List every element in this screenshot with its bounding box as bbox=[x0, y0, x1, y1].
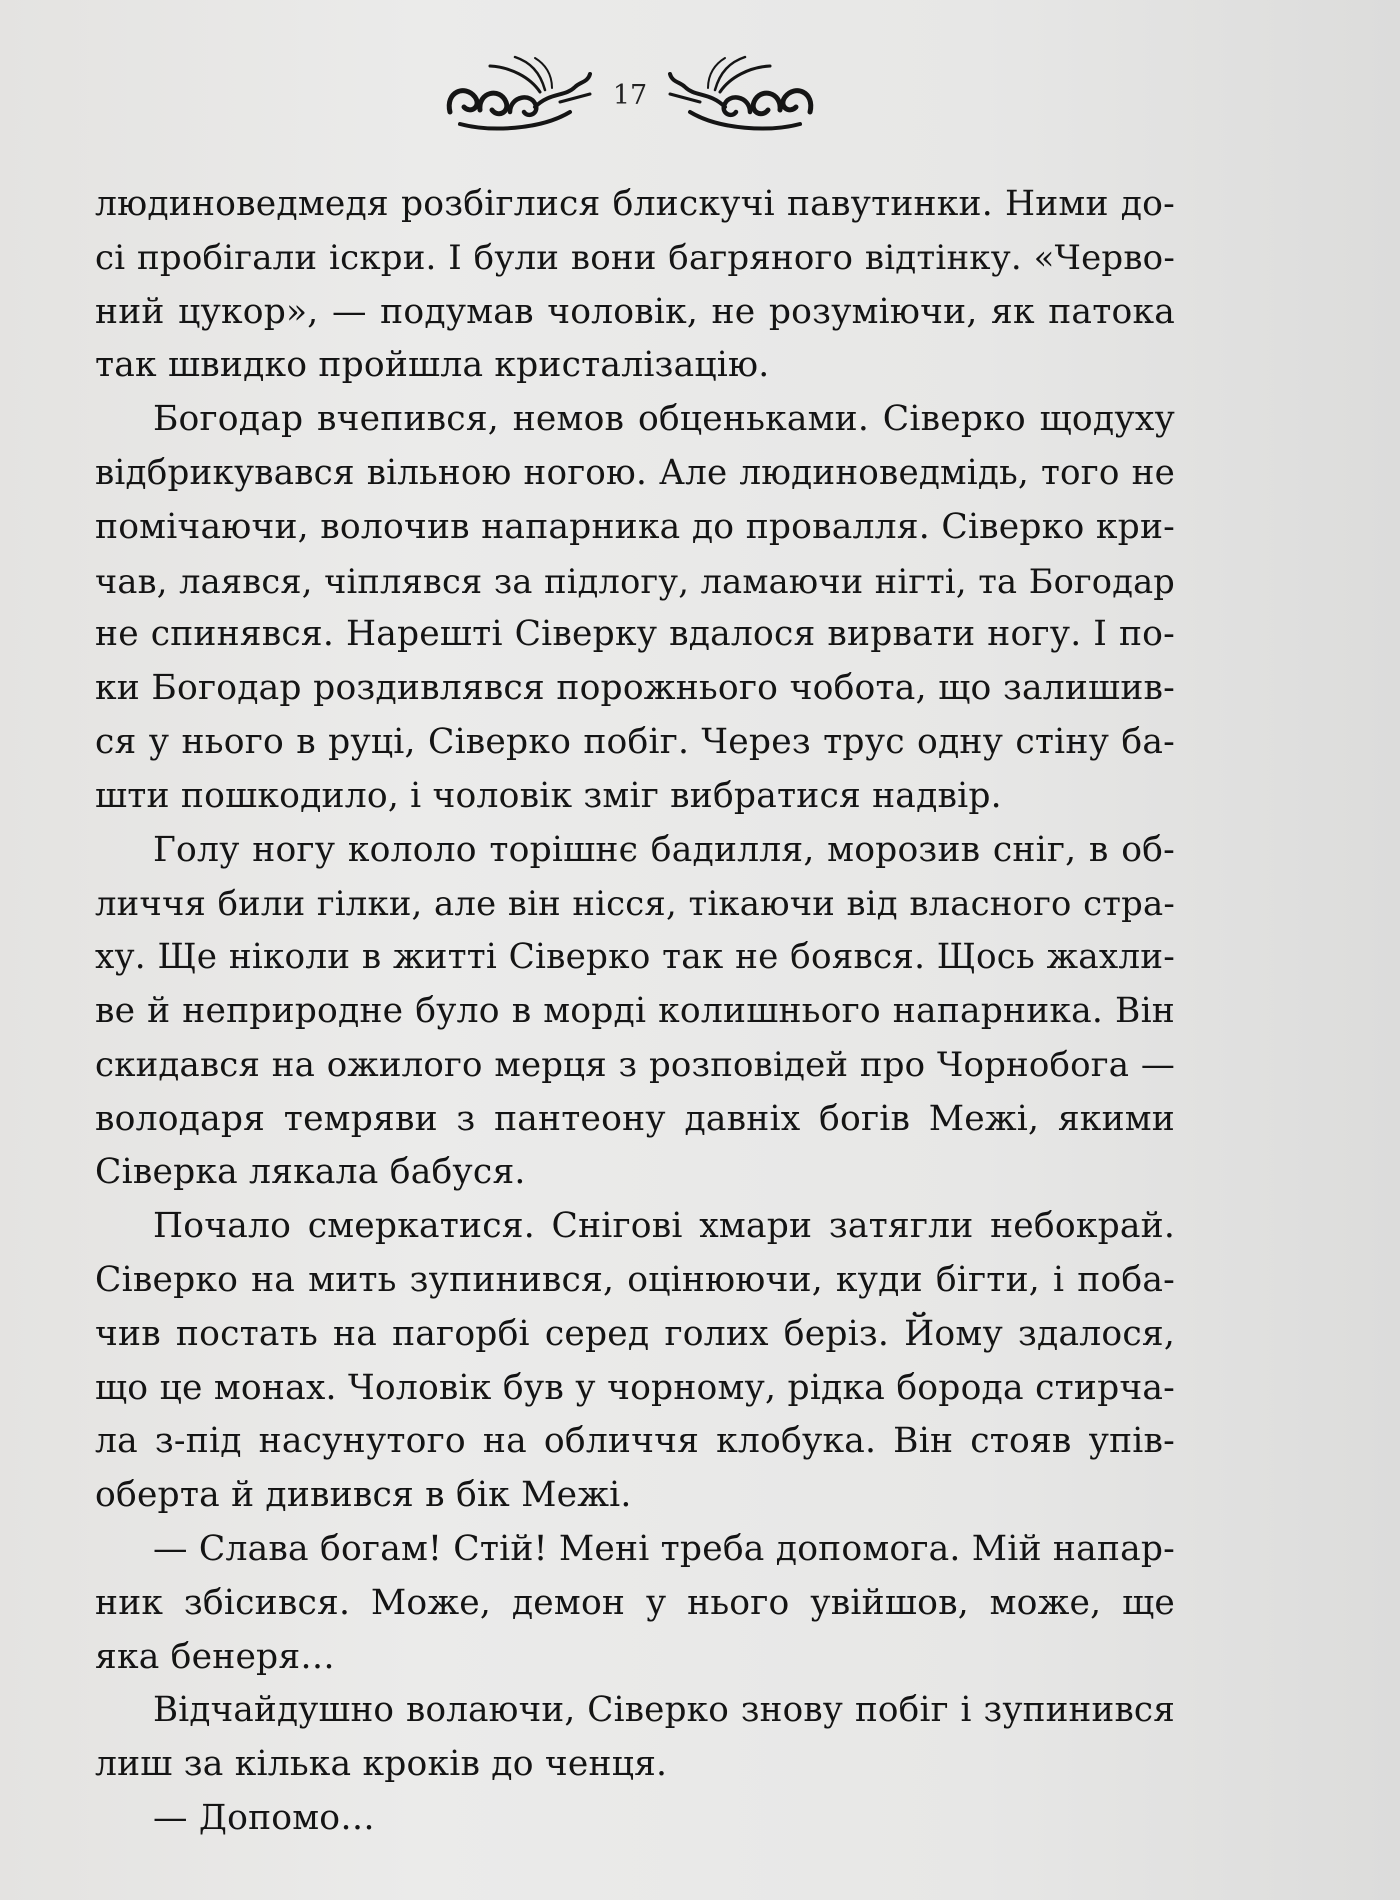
text-line: чав, лаявся, чіплявся за підлогу, ламаючи нігті, та Богодар bbox=[95, 561, 1175, 601]
text-line: чив постать на пагорбі серед голих беріз. Йому здалося, bbox=[95, 1313, 1175, 1354]
text-line: помічаючи, волочив напарника до провалля. Сіверко кри- bbox=[95, 506, 1175, 547]
text-line: що це монах. Чоловік був у чорному, рідка борода стирча- bbox=[95, 1367, 1175, 1408]
text-line: людиноведмедя розбіглися блискучі павутинки. Ними до- bbox=[95, 184, 1175, 224]
text-line: оберта й дивився в бік Межі. bbox=[95, 1475, 632, 1516]
text-line: ла з-під насунутого на обличчя клобука. Він стояв упів- bbox=[95, 1421, 1175, 1462]
text-line: Голу ногу кололо торішнє бадилля, морозив сніг, в об- bbox=[153, 829, 1175, 870]
text-line: скидався на ожилого мерця з розповідей про Чорнобога — bbox=[95, 1044, 1175, 1085]
text-line: ний цукор», — подумав чоловік, не розуміючи, як патока bbox=[95, 291, 1175, 332]
page-header bbox=[440, 52, 820, 142]
text-line: — Допомо… bbox=[153, 1797, 375, 1838]
text-line: личчя били гілки, але він нісся, тікаючи від власного стра- bbox=[95, 884, 1175, 924]
text-line: сі пробігали іскри. І були вони багряного відтінку. «Черво- bbox=[95, 237, 1175, 278]
dragon-ornament-right-icon bbox=[665, 52, 820, 142]
page-number: 17 bbox=[612, 80, 648, 111]
text-line: яка бенеря… bbox=[95, 1636, 336, 1677]
text-line: так швидко пройшла кристалізацію. bbox=[95, 345, 770, 386]
text-line: Сіверко на мить зупинився, оцінюючи, куди бігти, і поба- bbox=[95, 1259, 1175, 1300]
text-line: — Слава богам! Стій! Мені треба допомога. Мій напар- bbox=[153, 1528, 1175, 1569]
text-line: Почало смеркатися. Снігові хмари затягли небокрай. bbox=[153, 1206, 1175, 1247]
text-line: ки Богодар роздивлявся порожнього чобота, що залишив- bbox=[95, 668, 1175, 709]
text-line: лиш за кілька кроків до ченця. bbox=[95, 1744, 668, 1785]
text-line: не спинявся. Нарешті Сіверку вдалося вирвати ногу. І по- bbox=[95, 614, 1175, 655]
text-line: відбрикувався вільною ногою. Але людиноведмідь, того не bbox=[95, 452, 1175, 493]
text-line: Сіверка лякала бабуся. bbox=[95, 1152, 526, 1193]
text-line: ве й неприродне було в морді колишнього напарника. Він bbox=[95, 990, 1175, 1031]
text-line: Відчайдушно волаючи, Сіверко знову побіг і зупинився bbox=[153, 1690, 1175, 1731]
text-line: Богодар вчепився, немов обценьками. Сіверко щодуху bbox=[153, 399, 1175, 440]
text-line: ся у нього в руці, Сіверко побіг. Через трус одну стіну ба- bbox=[95, 721, 1175, 762]
text-line: ник збісився. Може, демон у нього увійшов, може, ще bbox=[95, 1582, 1175, 1623]
body-text bbox=[95, 178, 1175, 1846]
text-line: ху. Ще ніколи в житті Сіверко так не боявся. Щось жахли- bbox=[95, 937, 1175, 978]
text-line: шти пошкодило, і чоловік зміг вибратися надвір. bbox=[95, 775, 1002, 816]
text-line: володаря темряви з пантеону давніх богів Межі, якими bbox=[95, 1098, 1175, 1139]
